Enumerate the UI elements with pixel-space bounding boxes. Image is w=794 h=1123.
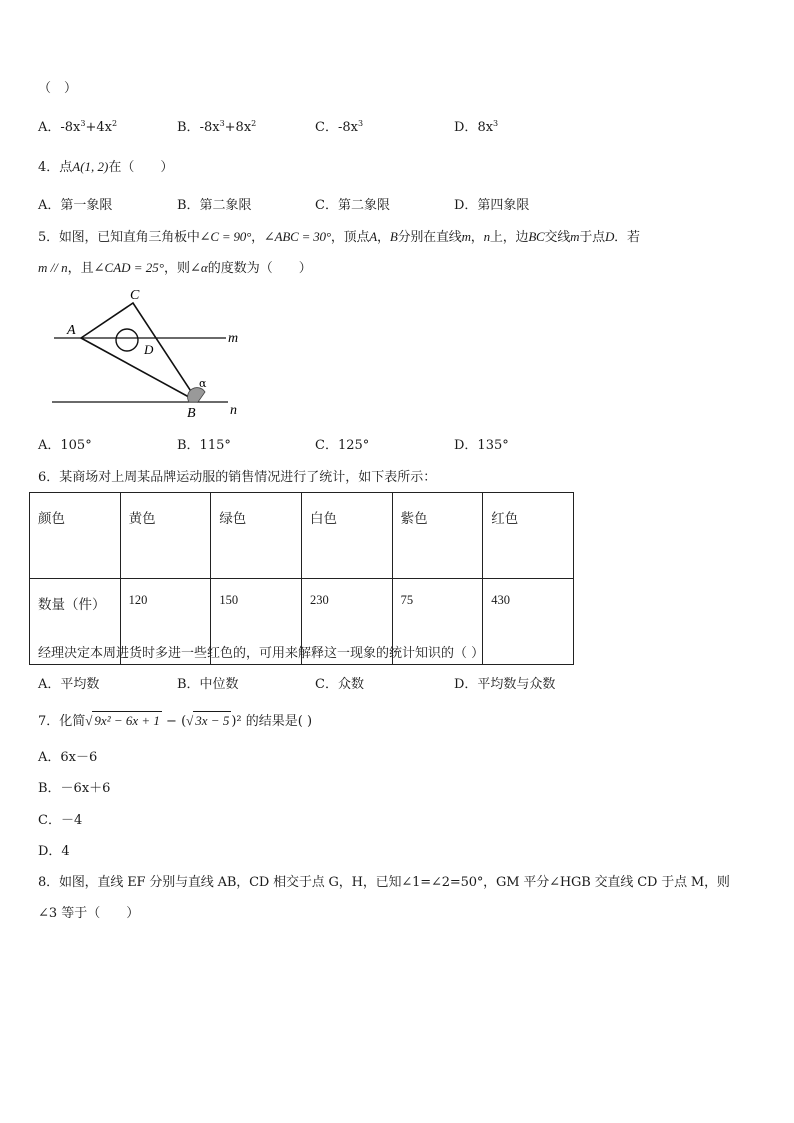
- option-term: -8x: [199, 120, 220, 135]
- option-label: D．: [454, 120, 478, 135]
- label-b: B: [187, 406, 196, 420]
- text: ，: [251, 230, 264, 245]
- table-cell: 绿色: [211, 493, 302, 579]
- q3-option-d[interactable]: [454, 119, 498, 137]
- option-term: 8x: [477, 120, 494, 135]
- q7-option-a[interactable]: A．6x－6: [38, 750, 98, 765]
- point-b: B: [389, 229, 398, 244]
- q7-option-c[interactable]: C．－4: [38, 813, 83, 828]
- line-n: n: [483, 229, 490, 244]
- triangle-hole: [116, 329, 138, 351]
- text: ，: [377, 230, 390, 245]
- q7-number: 7．化简: [38, 714, 86, 729]
- q4-stem: [38, 158, 173, 177]
- radicand: 3x − 5: [195, 713, 230, 728]
- point-d: D: [604, 229, 615, 244]
- text: − (: [161, 714, 187, 729]
- exponent: 3: [357, 119, 364, 128]
- q7-option-d[interactable]: D．4: [38, 844, 70, 859]
- q6-option-a[interactable]: A．平均数: [38, 677, 100, 692]
- option-label: A．: [38, 120, 61, 135]
- option-term: +4x: [85, 120, 112, 135]
- sqrt-expression: √ 3x − 5: [186, 713, 230, 728]
- option-term: -8x: [337, 120, 358, 135]
- q7-option-b[interactable]: B．－6x＋6: [38, 781, 111, 796]
- q5-option-c[interactable]: C．125°: [315, 438, 370, 453]
- text: )² 的结果是( ): [231, 714, 313, 729]
- text: ．若: [614, 230, 640, 245]
- table-cell: 120: [120, 579, 211, 665]
- radicand: 9x² − 6x + 1: [94, 713, 160, 728]
- label-n: n: [230, 403, 237, 418]
- q3-option-b[interactable]: [177, 119, 256, 137]
- side-bc: BC: [528, 229, 545, 244]
- q8-stem-line2: ∠3 等于（ ）: [38, 906, 140, 921]
- table-cell: 黄色: [120, 493, 211, 579]
- table-cell: 数量（件）: [30, 579, 121, 665]
- label-a: A: [67, 323, 76, 338]
- angle-abc: ∠ABC = 30°: [263, 229, 331, 244]
- q5-option-d[interactable]: D．135°: [454, 438, 509, 453]
- point-a: A: [369, 229, 377, 244]
- text: ，顶点: [330, 230, 370, 245]
- q5-option-b[interactable]: B．115°: [177, 438, 231, 453]
- table-cell: 230: [301, 579, 392, 665]
- angle-c: ∠C = 90°: [199, 229, 252, 244]
- q6-option-d[interactable]: D．平均数与众数: [454, 677, 556, 692]
- q5-option-a[interactable]: A．105°: [38, 438, 92, 453]
- line-m: m: [461, 229, 471, 244]
- text: 5．如图，已知直角三角板中: [38, 230, 200, 245]
- q5-stem-line1: [38, 228, 640, 247]
- option-term: -8x: [60, 120, 81, 135]
- point-a: A(1, 2): [72, 159, 109, 174]
- option-term: +8x: [224, 120, 252, 135]
- text: ，且: [67, 261, 94, 276]
- option-label: B．: [177, 120, 200, 135]
- q6-option-b[interactable]: B．中位数: [177, 677, 239, 692]
- text: 上，边: [489, 230, 529, 245]
- q4-option-c[interactable]: C．第二象限: [315, 198, 390, 213]
- table-cell: 430: [483, 579, 574, 665]
- q8-stem-line1: 8．如图，直线 EF 分别与直线 AB，CD 相交于点 G，H，已知∠1=∠2=50°，GM 平分∠HGB 交直线 CD 于点 M，则: [38, 875, 730, 890]
- label-alpha: α: [199, 377, 207, 390]
- table-cell: 白色: [301, 493, 392, 579]
- angle-alpha: ∠α: [190, 260, 208, 275]
- text: 交线: [544, 230, 571, 245]
- exponent: 3: [80, 119, 86, 128]
- label-d: D: [144, 342, 154, 357]
- q4-tail: 在（ ）: [108, 160, 174, 175]
- q7-stem: [38, 711, 312, 731]
- q6-stem: 6．某商场对上周某品牌运动服的销售情况进行了统计，如下表所示：: [38, 470, 437, 485]
- table-cell: 紫色: [392, 493, 483, 579]
- q4-option-a[interactable]: A．第一象限: [38, 198, 113, 213]
- label-m: m: [228, 331, 239, 346]
- q3-option-c[interactable]: [315, 119, 363, 137]
- exponent: 3: [493, 119, 499, 128]
- text: ，则: [164, 261, 191, 276]
- q4-number: 4．点: [38, 160, 73, 175]
- sqrt-expression: √ 9x² − 6x + 1: [85, 713, 160, 728]
- q4-option-d[interactable]: D．第四象限: [454, 198, 530, 213]
- q6-option-c[interactable]: C．众数: [315, 677, 364, 692]
- exponent: 2: [251, 119, 257, 128]
- q3-option-a[interactable]: [38, 119, 117, 137]
- table-cell: 颜色: [30, 493, 121, 579]
- text: ，: [470, 230, 484, 245]
- q5-stem-line2: [38, 259, 312, 278]
- text: 于点: [579, 230, 605, 245]
- exponent: 2: [111, 119, 118, 128]
- triangle-abc: [81, 303, 198, 402]
- q5-figure: [40, 285, 260, 420]
- q3-paren: （ ）: [38, 81, 78, 96]
- table-cell: 红色: [483, 493, 574, 579]
- table-cell: 75: [392, 579, 483, 665]
- text: 的度数为（ ）: [207, 261, 312, 276]
- sales-table: [29, 492, 574, 665]
- text: 分别在直线: [397, 230, 462, 245]
- table-cell: 150: [211, 579, 302, 665]
- q4-option-b[interactable]: B．第二象限: [177, 198, 252, 213]
- q6-after-text: 经理决定本周进货时多进一些红色的，可用来解释这一现象的统计知识的（ ）: [38, 646, 485, 661]
- line-m: m: [570, 229, 580, 244]
- option-label: C．: [315, 120, 338, 135]
- parallel-relation: m // n: [38, 260, 68, 275]
- label-c: C: [130, 288, 140, 303]
- angle-cad: ∠CAD = 25°: [93, 260, 165, 275]
- table-row: [30, 493, 574, 579]
- exponent: 3: [219, 119, 225, 128]
